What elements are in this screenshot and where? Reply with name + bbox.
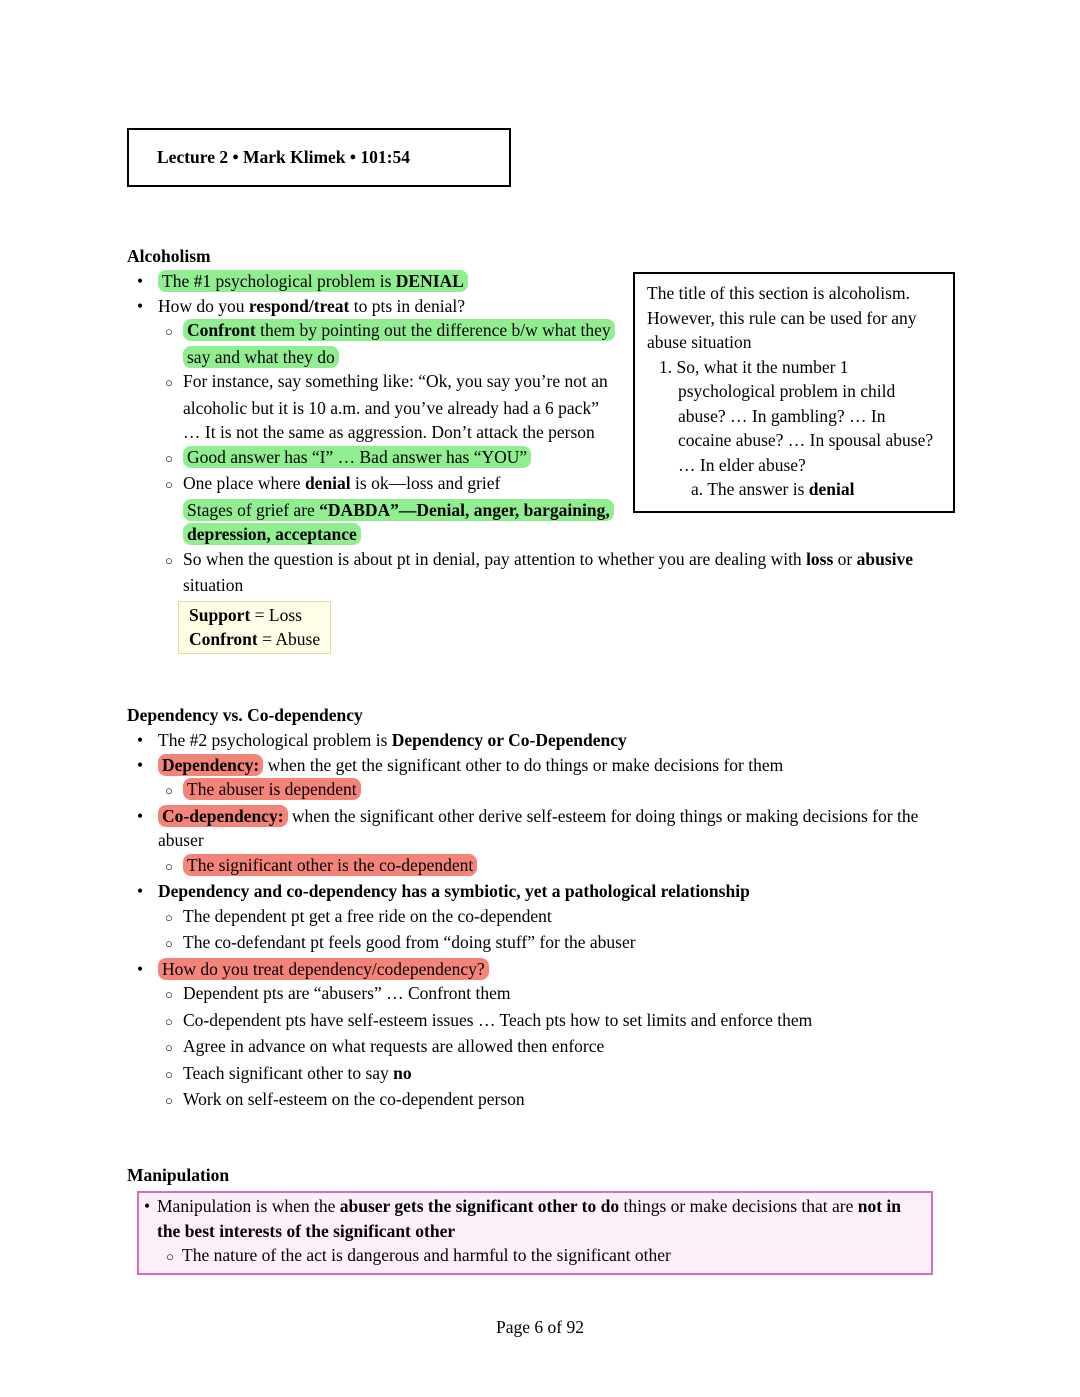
highlight-red: [158, 958, 489, 980]
item-text: [183, 778, 361, 800]
text-segment: Confront: [189, 629, 258, 649]
circle-marker-icon: ○: [166, 1249, 174, 1264]
text-segment: So when the question is about pt in denial, pay attention to whether you are dealing with: [183, 548, 807, 569]
item-text: [183, 854, 477, 876]
item-text: [183, 932, 636, 952]
item-text: [183, 549, 913, 596]
text-segment: Confront: [187, 320, 256, 340]
highlight-green: [183, 446, 531, 468]
text-segment: 1. So, what it the number 1 psychological problem in child abuse? … In gambling? … In cocaine abuse? … In spousal abuse? … In elder abuse?: [659, 356, 934, 475]
bullet-marker-icon: •: [144, 1196, 151, 1216]
bullet-marker-icon: •: [137, 805, 144, 826]
highlight-red: [183, 778, 361, 800]
sub-bullet-item: [127, 981, 955, 1008]
bullet-marker-icon: •: [137, 958, 144, 979]
bullet-item: [141, 1194, 925, 1243]
text-segment: Co-dependent pts have self-esteem issues … Teach pts how to set limits and enforce them: [183, 1009, 813, 1030]
text-segment: to pts in denial?: [349, 295, 466, 316]
text-segment: abuser gets the significant other to do: [339, 1196, 620, 1216]
text-segment: Dependency or Co-Dependency: [391, 730, 627, 750]
circle-marker-icon: ○: [165, 987, 173, 1002]
item-text: [183, 446, 531, 468]
circle-marker-icon: ○: [165, 858, 173, 874]
text-segment: Co-dependency:: [162, 805, 284, 826]
note-line: [647, 355, 941, 478]
lecture-header-box: [127, 128, 511, 187]
sub-bullet-item: [127, 547, 955, 598]
sub-bullet-item: [127, 777, 955, 804]
item-text: [183, 983, 511, 1003]
bullet-item: [127, 728, 955, 753]
text-segment: not in the best interests of the significant other: [157, 1196, 902, 1241]
item-text: [183, 371, 608, 442]
key-line: [189, 603, 320, 628]
item-text: [158, 296, 465, 316]
note-line: [647, 477, 941, 502]
text-segment: = Abuse: [257, 629, 321, 649]
text-segment: denial: [304, 473, 351, 493]
item-text: [158, 805, 918, 851]
page-number: Page 6 of 92: [496, 1316, 584, 1337]
text-segment: = Loss: [250, 604, 302, 625]
highlight-green: [183, 319, 615, 368]
key-line: [189, 627, 320, 652]
highlight-red: [158, 754, 263, 776]
circle-marker-icon: ○: [165, 1013, 173, 1029]
lecture-title: Lecture 2 • Mark Klimek • 101:54: [157, 147, 410, 167]
bullet-item: [127, 957, 955, 982]
text-segment: The dependent pt get a free ride on the co-dependent: [183, 905, 552, 926]
highlight-green: [183, 499, 614, 546]
highlight-red: [183, 854, 477, 876]
alcoholism-content: [127, 269, 955, 654]
text-segment: Work on self-esteem on the co-dependent person: [183, 1089, 525, 1109]
circle-marker-icon: ○: [165, 375, 173, 390]
circle-marker-icon: ○: [165, 450, 173, 466]
circle-marker-icon: ○: [165, 783, 173, 798]
bullet-marker-icon: •: [137, 730, 144, 750]
sub-bullet-item: [127, 930, 955, 957]
text-segment: abusive: [856, 548, 914, 569]
text-segment: Dependent pts are “abusers” … Confront them: [183, 983, 511, 1003]
circle-marker-icon: ○: [165, 1040, 173, 1055]
item-text: [183, 1063, 412, 1083]
item-text: [158, 730, 627, 750]
text-segment: How do you: [158, 295, 249, 316]
sub-bullet-item: [127, 1087, 955, 1114]
text-segment: things or make decisions that are: [619, 1196, 858, 1216]
circle-marker-icon: ○: [165, 477, 173, 492]
dependency-items: [127, 728, 955, 1114]
bullet-item: [127, 753, 955, 778]
text-segment: no: [393, 1062, 412, 1083]
text-segment: Dependency:: [162, 754, 260, 775]
circle-marker-icon: ○: [165, 909, 173, 925]
text-segment: The #1 psychological problem is: [162, 271, 396, 291]
text-segment: DENIAL: [395, 271, 464, 291]
text-segment: The co-defendant pt feels good from “doing stuff” for the abuser: [183, 932, 636, 952]
sub-bullet-item: [127, 1034, 955, 1061]
section-dependency: [127, 703, 955, 1114]
bullet-marker-icon: •: [137, 881, 144, 901]
text-segment: them by pointing out the difference b/w what they say and what they do: [187, 320, 611, 367]
bullet-marker-icon: •: [137, 271, 144, 291]
sub-bullet-item: [127, 1008, 955, 1035]
text-segment: Dependency and co-dependency has a symbiotic, yet a pathological relationship: [158, 881, 750, 901]
text-segment: situation: [183, 575, 244, 595]
page-footer: [0, 1315, 1080, 1340]
text-segment: Agree in advance on what requests are allowed then enforce: [183, 1036, 605, 1056]
item-text: [157, 1196, 901, 1241]
text-segment: The title of this section is alcoholism. However, this rule can be used for any abuse situation: [647, 283, 917, 352]
item-text: [183, 1089, 525, 1109]
text-segment: Teach significant other to say: [183, 1062, 394, 1083]
text-segment: “DABDA”—Denial, anger, bargaining, depression, acceptance: [187, 499, 610, 544]
sub-bullet-item: [127, 853, 955, 880]
highlight-red: [158, 805, 288, 827]
item-text: [158, 754, 783, 776]
text-segment: Support: [189, 604, 251, 625]
highlight-green: [158, 270, 468, 292]
section-alcoholism: [127, 244, 955, 654]
item-text: [158, 270, 468, 292]
item-text: [182, 1245, 671, 1265]
item-text: [158, 958, 489, 980]
manipulation-note-box: [137, 1191, 933, 1275]
text-segment: For instance, say something like: “Ok, you say you’re not an alcoholic but it is 10 a.m. and you’ve already had a 6 pack” … It is not the same as aggression. Don’t attack the person: [183, 371, 608, 442]
text-segment: Stages of grief are: [187, 499, 320, 520]
section-heading-manipulation: Manipulation: [127, 1164, 230, 1185]
circle-marker-icon: ○: [165, 936, 173, 951]
circle-marker-icon: ○: [165, 324, 173, 339]
item-text: [183, 473, 614, 545]
key-points-box: [178, 601, 331, 654]
sub-bullet-item: [127, 1061, 955, 1088]
text-segment: a. The answer is: [691, 479, 809, 499]
text-segment: How do you treat dependency/codependency?: [162, 958, 485, 979]
item-text: [183, 906, 552, 926]
circle-marker-icon: ○: [165, 1093, 173, 1108]
text-segment: The nature of the act is dangerous and harmful to the significant other: [182, 1245, 671, 1265]
bullet-item: [127, 804, 955, 853]
sub-bullet-item: [127, 904, 955, 931]
text-segment: Good answer has “I” … Bad answer has “YOU”: [187, 446, 528, 467]
text-segment: when the significant other derive self-esteem for doing things or making decisions for the abuser: [158, 805, 919, 850]
text-segment: One place where: [183, 473, 305, 493]
text-segment: respond/treat: [248, 295, 350, 316]
section-heading-alcoholism: Alcoholism: [127, 245, 211, 266]
bullet-marker-icon: •: [137, 754, 144, 775]
alcoholism-side-note-box: [633, 272, 955, 513]
text-segment: The abuser is dependent: [187, 779, 357, 799]
text-segment: when the get the significant other to do things or make decisions for them: [263, 754, 784, 775]
note-line: [647, 281, 941, 355]
item-text: [183, 1036, 604, 1056]
circle-marker-icon: ○: [165, 1066, 173, 1082]
section-manipulation: [127, 1163, 955, 1275]
text-segment: or: [833, 548, 857, 569]
text-segment: is ok—loss and grief: [350, 473, 501, 493]
text-segment: loss: [806, 548, 834, 569]
circle-marker-icon: ○: [165, 552, 173, 568]
text-segment: The significant other is the co-dependent: [187, 854, 474, 875]
bullet-item: [127, 879, 955, 904]
item-text: [158, 881, 750, 901]
text-segment: Manipulation is when the: [157, 1196, 340, 1216]
item-text: [183, 319, 615, 368]
sub-bullet-item: [141, 1243, 925, 1270]
item-text: [183, 1010, 812, 1030]
text-segment: denial: [808, 479, 855, 499]
text-segment: The #2 psychological problem is: [158, 730, 392, 750]
bullet-marker-icon: •: [137, 295, 144, 316]
section-heading-dependency: Dependency vs. Co-dependency: [127, 704, 363, 725]
